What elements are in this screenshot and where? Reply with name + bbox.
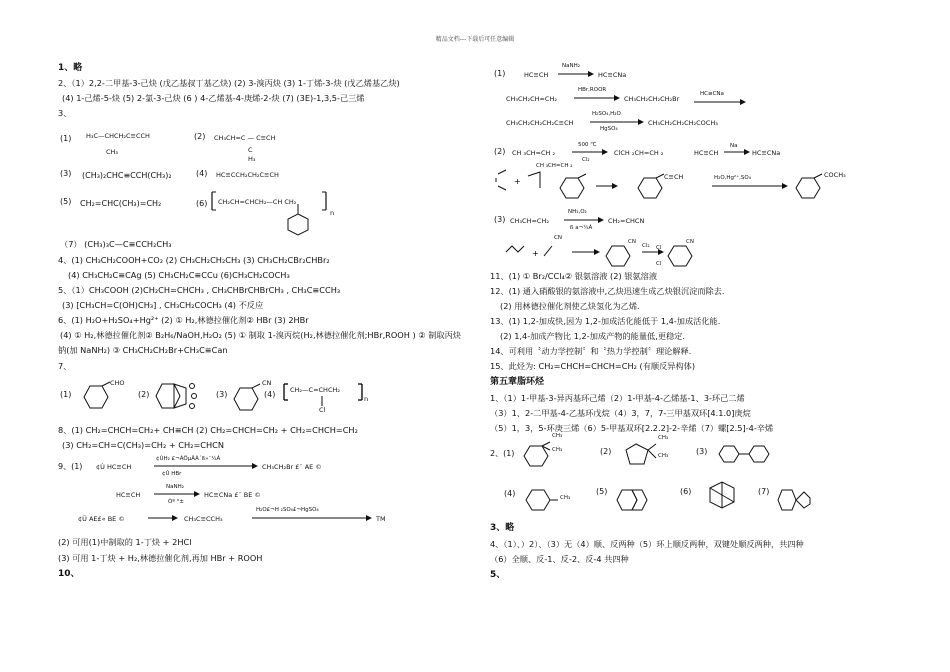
c5-q2-6-bicyclooctene [700, 474, 750, 518]
q7-3-label: (3) [216, 390, 228, 399]
r3-cn-b: CN [628, 239, 636, 245]
c5-q2-2-ch3b: CH₃ [658, 453, 669, 459]
q6-line-b: (4) ① H₂,林德拉催化剂② B₂H₆/NaOH,H₂O₂ (5) ① 制取 1-溴丙烷(H₂,林德拉催化剂;HBr,ROOH ) ② 制取丙炔 [60, 330, 461, 340]
q3-1-label: (1) [60, 134, 72, 143]
q7-2-label: (2) [138, 390, 150, 399]
q3-7-line: （7） (CH₃)₃C—C≡CCH₂CH₃ [60, 239, 172, 249]
r3-label: (3) [494, 215, 506, 224]
q13-line-b: (2) 1,4-加成产物比 1,2-加成产物的能量低,更稳定. [500, 331, 685, 341]
r1-a-arrow [558, 70, 594, 78]
q7-4-cl: Cl [319, 406, 326, 414]
r1-c-arrow [590, 118, 644, 126]
q9-r2-arrow [154, 490, 200, 498]
c5-q1-line-a: 1、（1）1-甲基-3-异丙基环己烯（2）1-甲基-4-乙烯基-1、3-环己二烯 [490, 393, 745, 403]
r2-a-bot: Cl₂ [582, 157, 590, 163]
c5-q2-5-decalin [614, 478, 674, 522]
q9-r1-arrow [154, 462, 258, 470]
q3-6-n: n [330, 209, 335, 217]
c5-q2-1-ch3b: CH₃ [552, 447, 563, 453]
q14-line: 14、可利用〝动力学控制〞和〝热力学控制〞理论解释. [490, 346, 692, 356]
q3-1-formula: H₃C—CHCH₂C≡CCH [86, 132, 150, 140]
q3-line: 3、 [58, 108, 72, 118]
c5-q4-line-a: 4、（1）、）2）、（3）无（4）顺、反两种（5）环上顺反两种，双键处顺反两种，共四种 [490, 539, 804, 549]
q13-line-a: 13、(1) 1,2-加成快,因为 1,2-加成活化能低于 1,4-加成活化能. [490, 316, 721, 326]
c5-q1-line-b: （3）1、2-二甲基-4-乙基环戊烷（4）3，7，7-三甲基双环[4.1.0]庚烷 [490, 408, 751, 418]
r2-a-top: 500 ℃ [578, 142, 597, 148]
c5-q2-3-label: (3) [696, 447, 708, 456]
q7-4-polymer-bracket [278, 378, 368, 422]
r2-a-top2: Na [730, 143, 738, 149]
q7-4-label: (4) [264, 390, 276, 399]
c5-q2-7-label: (7) [758, 487, 770, 496]
q9-label: 9、(1) [58, 462, 83, 471]
c5-q5-line: 5、 [490, 570, 506, 580]
q9-r3-arrow-b [252, 514, 372, 522]
q7-2-anhydride [150, 376, 210, 420]
q2-line-b: (4) 1-己烯-5-炔 (5) 2-氯-3-己炔 (6 ) 4-乙烯基-4-庚烯-2-炔 (7) (3E)-1,3,5-己三烯 [62, 93, 365, 103]
r2-label: (2) [494, 147, 506, 156]
r2-a-prod: ClCH ₂CH=CH ₂ [614, 149, 664, 157]
page-header: 精品文档---下载后可任意编辑 [435, 36, 515, 43]
q9-3-line: (3) 可用 1-丁炔 + H₂,林德拉催化剂,再加 HBr + ROOH [58, 553, 263, 563]
r1-b-prod: CH₃CH₂CH₂CH₂Br [624, 95, 680, 103]
q9-r2-start: HC≡CH [116, 491, 141, 499]
r3-cl2: Cl₂ [642, 243, 650, 249]
q5-line-b: (3) [CH₃CH=C(OH)CH₃] , CH₃CH₂COCH₃ (4) 不反应 [62, 300, 264, 310]
q3-3-formula: (CH₃)₂CHC≡CCH(CH₃)₂ [82, 171, 172, 180]
c5-q2-5-label: (5) [596, 487, 608, 496]
q11-line: 11、(1) ① Br₂/CCl₄② 银氨溶液 (2) 银氨溶液 [490, 271, 658, 281]
q3-4-label: (4) [196, 169, 208, 178]
r3-start: CH₃CH=CH₂ [510, 217, 549, 225]
q7-1-cho: CHO [110, 379, 125, 387]
r2-b-prod: C≡CH [664, 173, 684, 181]
q8-line-a: 8、(1) CH₂=CHCH=CH₂+ CH≡CH (2) CH₂=CHCH=CH₂ + CH₂=CHCH=CH₂ [58, 425, 358, 435]
q9-r1-prod: CH₃CH₂Br £¨ AE © [262, 463, 322, 471]
r2-b-reactant-label: CH ₃CH=CH ₂ [536, 163, 573, 169]
c5-q2-3-bicyclohexenyl [714, 434, 784, 474]
r2-a-arrow-2 [724, 148, 750, 156]
q9-r2-prod: HC≡CNa £¨ BE © [204, 491, 261, 499]
r2-b-end: COCH₃ [824, 171, 846, 179]
c5-q2-6-label: (6) [680, 487, 692, 496]
r1-b-arrow [574, 94, 620, 102]
chapter-5-title: 第五章脂环烃 [490, 377, 545, 387]
c5-q2-4-ch3: CH₃ [560, 495, 571, 501]
q7-3-cn: CN [262, 379, 272, 387]
q3-2-h3: H₃ [248, 155, 256, 163]
q9-r1-top: ¢ÚH₂ £¬ÁÖµÂÀ´ß»¯¼Á [156, 456, 221, 462]
q9-r3-arrow-a [148, 514, 178, 522]
r3-cn-c: CN [686, 239, 694, 245]
r3-cl-b: Cl [656, 261, 662, 267]
r1-b-reagent: HC≡CNa [700, 91, 724, 97]
q3-6-formula: CH₂CH=CHCH₂—CH CH₂ [218, 198, 297, 206]
c5-q2-2-ch3a: CH₃ [658, 435, 669, 441]
q9-r3-prod: CH₃C≡CCH₃ [184, 515, 223, 523]
q3-1-methyl: CH₃ [106, 148, 119, 156]
r1-label: (1) [494, 69, 506, 78]
r1-a-start: HC≡CH [524, 71, 549, 79]
q7-4-n: n [364, 395, 369, 403]
q5-line-a: 5、（1）CH₃COOH (2)CH₂CH=CHCH₃ , CH₃CHBrCHBrCH₃ , CH₃C≡CCH₃ [58, 285, 341, 295]
r3-prod: CH₂=CHCN [608, 217, 645, 225]
q8-line-b: (3) CH₂=CH=C(CH₃)=CH₂ + CH₂=CHCN [62, 440, 225, 450]
q1-line: 1、略 [58, 63, 83, 73]
q3-5-label: (5) [60, 197, 72, 206]
q7-line: 7、 [58, 361, 72, 371]
q3-2-c: C [248, 146, 253, 154]
r1-c-prod: CH₃CH₂CH₂CH₂COCH₃ [648, 119, 718, 127]
q9-r1-bot: ¢Û HBr [162, 471, 182, 477]
c5-q3-line: 3、略 [490, 523, 515, 533]
r1-a-top: NaNH₂ [562, 63, 580, 69]
q3-5-formula: CH₂=CHC(CH₃)=CH₂ [80, 199, 162, 208]
q3-4-formula: HC≡CCH₂CH₂C≡CH [216, 171, 279, 179]
q9-r2-top: NaNH₂ [166, 484, 184, 490]
c5-q2-label: 2、(1) [490, 449, 515, 458]
q2-line-a: 2、（1）2,2-二甲基-3-己炔 (戊乙基叔丁基乙炔) (2) 3-溴丙炔 (3) 1-丁烯-3-炔 (戊乙烯基乙炔) [58, 78, 400, 88]
q3-2-formula: CH₃CH=C — C≡CH [214, 134, 276, 142]
r1-b-arrow-2 [694, 98, 746, 106]
r2-a-start: CH ₃CH=CH ₂ [512, 149, 556, 157]
q15-line: 15、此烃为: CH₂=CHCH=CHCH=CH₂ (有顺反异构体) [490, 361, 696, 371]
q6-line-a: 6、(1) H₂O+H₂SO₄+Hg²⁺ (2) ① H₂,林德拉催化剂② HBr (3) 2HBr [58, 315, 309, 325]
q7-4-chain: CH₂—C=CHCH₂ [290, 386, 340, 394]
r1-b-top: HBr,ROOR [578, 87, 607, 93]
c5-q2-7-spirooctene [776, 478, 826, 518]
r2-a-arrow [572, 148, 608, 156]
r3-bot: ß a¬¼Á [570, 225, 593, 231]
q3-6-polymer-bracket [208, 188, 348, 238]
r3-cn-a: CN [554, 235, 562, 241]
r2-a-prod2: HC≡CNa [752, 149, 781, 157]
r2-a-end: HC≡CH [694, 149, 719, 157]
r3-arrow [564, 216, 604, 224]
q10-line: 10、 [58, 569, 80, 579]
q9-r3-end: TM [376, 515, 386, 523]
q12-line-a: 12、(1) 通入硝酸银的氨溶液中,乙炔迅速生成乙炔银沉淀而除去. [490, 286, 725, 296]
q12-line-b: (2) 用林德拉催化剂使乙炔氢化为乙烯. [500, 301, 640, 311]
q9-2-line: (2) 可用(1)中制取的 1-丁炔 + 2HCl [58, 537, 192, 547]
r3-diels-alder [502, 232, 702, 276]
q7-1-label: (1) [60, 390, 72, 399]
r1-c-start: CH₃CH₂CH₂CH₂C≡CH [506, 119, 574, 127]
c5-q1-line-c: （5）1，3，5-环庚三烯（6）5-甲基双环[2.2.2]-2-辛烯（7）螺[2.5]-4-辛烯 [490, 423, 774, 433]
q4-line-a: 4、(1) CH₃CH₂COOH+CO₂ (2) CH₃CH₂CH₂CH₃ (3) CH₃CH₂CBr₂CHBr₂ [58, 255, 330, 265]
r3-top: NH₃,O₂ [568, 209, 587, 215]
svg-text:+: + [532, 249, 539, 258]
q9-r3-top: H₂O£¬H ₂SO₄£¬HgSO₄ [256, 507, 319, 513]
c5-q2-1-dimethylcyclohexane [518, 434, 578, 478]
q4-line-b: (4) CH₃CH₂C≡CAg (5) CH₃CH₂C≡CCu (6)CH₃CH₂COCH₃ [68, 270, 290, 280]
q9-r3-start: ¢Ü AE£« BE © [78, 515, 125, 523]
c5-q4-line-b: （6）全顺、反-1、反-2、反-4 共四种 [490, 554, 629, 564]
q3-6-label: (6) [196, 199, 208, 208]
q3-2-label: (2) [194, 132, 206, 141]
r1-c-top: H₂SO₄,H₂O [592, 111, 621, 117]
c5-q2-4-label: (4) [504, 489, 516, 498]
r1-c-bot: HgSO₄ [600, 126, 618, 132]
q9-r2-bot: Òº °± [168, 499, 185, 505]
r1-a-prod: HC≡CNa [598, 71, 627, 79]
r2-b-top: H₂O,Hg²⁺,SO₄ [714, 175, 751, 181]
q9-r1-start: ¢Ù HC≡CH [96, 463, 132, 471]
svg-text:+: + [514, 177, 521, 186]
c5-q2-1-ch3a: CH₃ [552, 433, 563, 439]
q6-line-c: 钠(加 NaNH₂) ③ CH₃CH₂CH₂Br+CH₃C≡Can [58, 345, 228, 355]
q3-3-label: (3) [60, 169, 72, 178]
c5-q2-2-label: (2) [600, 447, 612, 456]
r3-cl-a: Cl [656, 245, 662, 251]
r1-b-start: CH₃CH₂CH=CH₂ [506, 95, 557, 103]
